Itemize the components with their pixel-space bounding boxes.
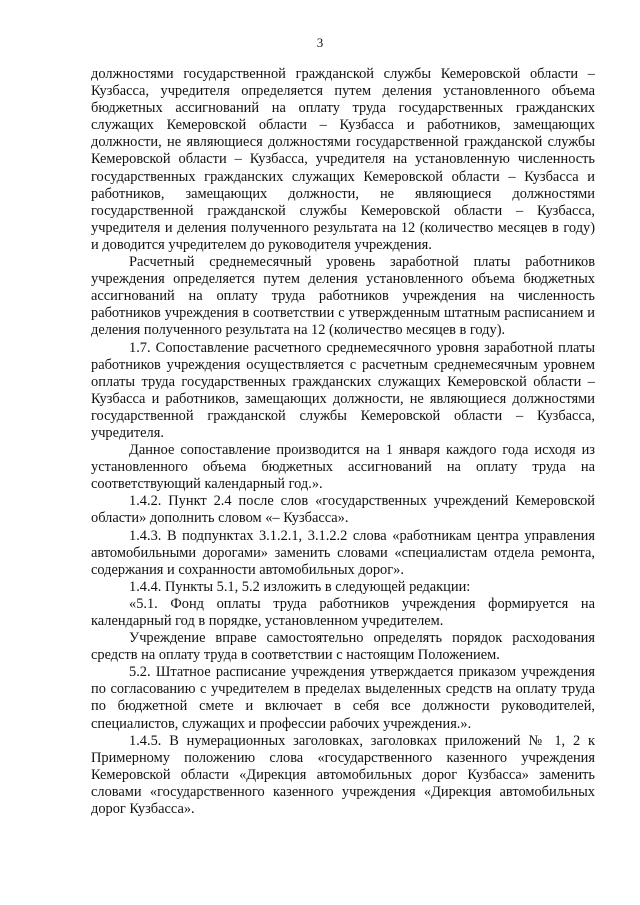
paragraph-1-4-4: 1.4.4. Пункты 5.1, 5.2 изложить в следующей редакции:	[129, 578, 471, 595]
page-number: 3	[316, 35, 324, 50]
paragraph-5-1: «5.1. Фонд оплаты труда работников учреждения формируется на календарный год в порядке, установленном учредителем.	[91, 595, 595, 629]
document-body	[91, 66, 595, 818]
paragraph-1-7: 1.7. Сопоставление расчетного среднемесячного уровня заработной платы работников учреждения осуществляется с расчетным среднемесячным уровнем оплаты труда государственных гражданских служащих Кемеровской области – Кузбасса и работников, замещающих должности, не являющиеся должностями государственной гражданской службы Кемеровской области – Кузбасса, учредителя.	[91, 339, 595, 441]
paragraph-5-2: 5.2. Штатное расписание учреждения утверждается приказом учреждения по согласованию с учредителем в пределах выделенных средств на оплату труда по бюджетной смете и включает в себя все должности руководителей, специалистов, служащих и профессии рабочих учреждения.».	[91, 664, 595, 732]
paragraph-calculated-salary: Расчетный среднемесячный уровень заработной платы работников учреждения определяется путем деления установленного объема бюджетных ассигнований на оплату труда работников учреждения на численность работников учреждения в соответствии с утвержденным штатным расписанием и деления полученного результата на 12 (количество месяцев в году).	[91, 254, 595, 339]
paragraph-continuation: должностями государственной гражданской службы Кемеровской области – Кузбасса, учредителя определяется путем деления установленного объема бюджетных ассигнований на оплату труда государственных гражданских служащих Кемеровской области – Кузбасса и работников, замещающих должности, не являющиеся должностями государственной гражданской службы Кемеровской области – Кузбасса, учредителя на установленную численность государственных гражданских служащих Кемеровской области – Кузбасса и работников, замещающих должности, не являющиеся должностями государственной гражданской службы Кемеровской области – Кузбасса, учредителя и деления полученного результата на 12 (количество месяцев в году) и доводится учредителем до руководителя учреждения.	[91, 66, 595, 253]
paragraph-1-4-2: 1.4.2. Пункт 2.4 после слов «государственных учреждений Кемеровской области» дополнить словом «– Кузбасса».	[91, 493, 595, 527]
paragraph-comparison-date: Данное сопоставление производится на 1 января каждого года исходя из установленного объема бюджетных ассигнований на оплату труда на соответствующий календарный год.».	[91, 442, 595, 493]
paragraph-spending-order: Учреждение вправе самостоятельно определять порядок расходования средств на оплату труда в соответствии с настоящим Положением.	[91, 630, 595, 664]
paragraph-1-4-5: 1.4.5. В нумерационных заголовках, заголовках приложений № 1, 2 к Примерному положению слова «государственного казенного учреждения Кемеровской области «Дирекция автомобильных дорог Кузбасса» заменить словами «государственного казенного учреждения «Дирекция автомобильных дорог Кузбасса».	[91, 732, 595, 818]
paragraph-1-4-3: 1.4.3. В подпунктах 3.1.2.1, 3.1.2.2 слова «работникам центра управления автомобильными дорогами» заменить словами «специалистам отдела ремонта, содержания и сохранности автомобильных дорог».	[91, 527, 595, 578]
